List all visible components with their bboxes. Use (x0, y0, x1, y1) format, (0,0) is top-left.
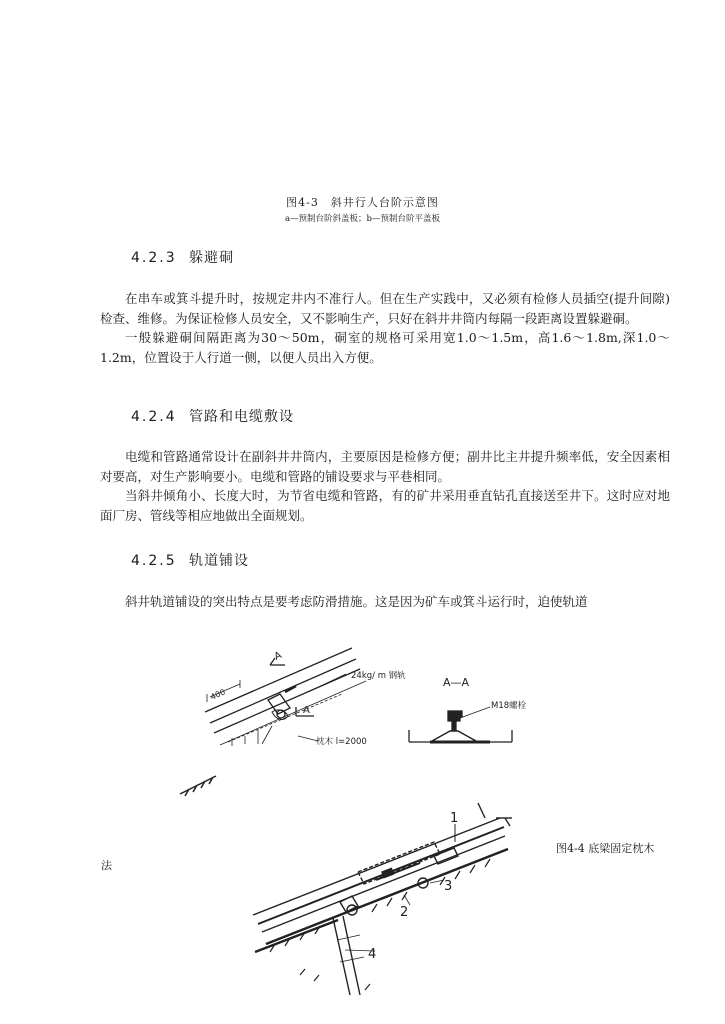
section-title: 躲避硐 (189, 250, 234, 266)
figure-4-4-caption: 图4-4 底梁固定枕木 (556, 842, 655, 855)
callout-2: 2 (400, 905, 409, 920)
section-mark-a-upper: A (272, 649, 284, 663)
main-section-drawing (253, 803, 512, 995)
figure-4-3-subtitle: a—预制台阶斜盖板；b—预制台阶平盖板 (284, 214, 440, 224)
section-number: 4.2.5 (131, 553, 177, 569)
section-mark-a-lower: A (303, 705, 310, 716)
callout-1: 1 (450, 811, 459, 826)
track-detail-drawing (205, 648, 366, 746)
figure-4-3-title: 图4-3 斜井行人台阶示意图 (286, 196, 439, 209)
ground-hatch-fragment (180, 776, 216, 796)
callout-3: 3 (444, 879, 453, 894)
bolt-label: M18螺栓 (491, 701, 527, 711)
section-a-a-drawing (409, 707, 512, 742)
section-number: 4.2.3 (131, 250, 177, 266)
dimension-400-label: 400 (209, 687, 227, 702)
paragraph: 当斜井倾角小、长度大时，为节省电缆和管路，有的矿井采用垂直钻孔直接送至井下。这时应对地面厂房、管线等相应地做出全面规划。 (100, 488, 670, 523)
figure-4-4-caption-continued: 法 (101, 859, 112, 872)
paragraph: 斜井轨道铺设的突出特点是要考虑防滑措施。这是因为矿车或箕斗运行时，迫使轨道 (125, 594, 588, 609)
sleeper-label: 枕木 l=2000 (316, 737, 367, 747)
callout-4: 4 (368, 947, 377, 962)
section-number: 4.2.4 (131, 409, 177, 425)
rail-label: 24kg/ m 钢轨 (351, 671, 406, 681)
section-title: 轨道铺设 (189, 553, 249, 569)
section-title: 管路和电缆敷设 (189, 409, 294, 425)
paragraph: 电缆和管路通常设计在副斜井井筒内，主要原因是检修方便；副井比主井提升频率低，安全因素相对要高，对生产影响要小。电缆和管路的铺设要求与平巷相同。 (100, 449, 670, 484)
section-a-a-title: A—A (443, 676, 470, 689)
paragraph: 在串车或箕斗提升时，按规定井内不准行人。但在生产实践中，又必须有检修人员插空(提升间隙)检查、维修。为保证检修人员安全，又不影响生产，只好在斜井井筒内每隔一段距离设置躲避硐。 (100, 291, 670, 326)
paragraph: 一般躲避硐间隔距离为30～50m，硐室的规格可采用宽1.0～1.5m，高1.6～1.8m,深1.0～1.2m，位置设于人行道一侧，以便人员出入方便。 (100, 330, 670, 365)
